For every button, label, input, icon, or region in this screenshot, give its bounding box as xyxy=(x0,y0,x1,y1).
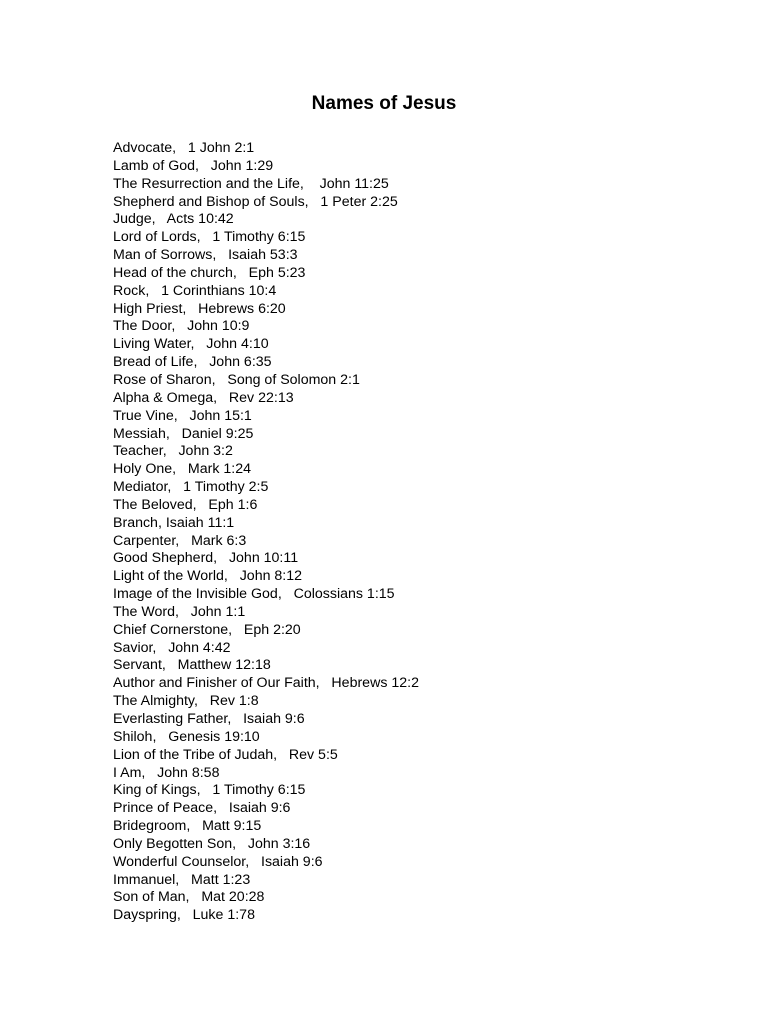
list-item: Wonderful Counselor, Isaiah 9:6 xyxy=(113,853,323,870)
list-item: Image of the Invisible God, Colossians 1:15 xyxy=(113,586,395,603)
list-item: Lamb of God, John 1:29 xyxy=(113,157,274,174)
list-item: Head of the church, Eph 5:23 xyxy=(113,264,306,281)
list-item: Mediator, 1 Timothy 2:5 xyxy=(113,479,269,496)
list-item: The Door, John 10:9 xyxy=(113,318,250,335)
list-item: Teacher, John 3:2 xyxy=(113,443,233,460)
list-item: Servant, Matthew 12:18 xyxy=(113,657,271,674)
list-item: The Beloved, Eph 1:6 xyxy=(113,496,258,513)
list-item: Judge, Acts 10:42 xyxy=(113,211,234,228)
names-list xyxy=(113,140,419,925)
page-title: Names of Jesus xyxy=(311,93,457,114)
list-item: Everlasting Father, Isaiah 9:6 xyxy=(113,711,305,727)
list-item: Advocate, 1 John 2:1 xyxy=(113,140,255,156)
list-item: Carpenter, Mark 6:3 xyxy=(113,532,247,549)
list-item: Rock, 1 Corinthians 10:4 xyxy=(113,282,277,299)
list-item: Shiloh, Genesis 19:10 xyxy=(113,728,260,745)
list-item: Bridegroom, Matt 9:15 xyxy=(113,818,262,835)
list-item: Branch, Isaiah 11:1 xyxy=(113,514,235,531)
list-item: Holy One, Mark 1:24 xyxy=(113,461,251,478)
list-item: Bread of Life, John 6:35 xyxy=(113,354,272,371)
list-item: Author and Finisher of Our Faith, Hebrews 12:2 xyxy=(113,675,419,692)
list-item: High Priest, Hebrews 6:20 xyxy=(113,300,286,317)
list-item: Prince of Peace, Isaiah 9:6 xyxy=(113,800,291,817)
list-item: The Almighty, Rev 1:8 xyxy=(113,693,259,710)
list-item: Man of Sorrows, Isaiah 53:3 xyxy=(113,247,298,264)
list-item: Dayspring, Luke 1:78 xyxy=(113,907,255,924)
list-item: Messiah, Daniel 9:25 xyxy=(113,425,254,442)
list-item: The Resurrection and the Life, John 11:25 xyxy=(113,175,389,192)
list-item: Living Water, John 4:10 xyxy=(113,336,269,353)
list-item: Light of the World, John 8:12 xyxy=(113,568,303,585)
list-item: Good Shepherd, John 10:11 xyxy=(113,550,299,567)
list-item: True Vine, John 15:1 xyxy=(113,407,252,424)
list-item: Lord of Lords, 1 Timothy 6:15 xyxy=(113,229,306,246)
list-item: Chief Cornerstone, Eph 2:20 xyxy=(113,621,301,638)
list-item: Shepherd and Bishop of Souls, 1 Peter 2:25 xyxy=(113,193,398,210)
list-item: Lion of the Tribe of Judah, Rev 5:5 xyxy=(113,746,338,763)
list-item: Son of Man, Mat 20:28 xyxy=(113,889,265,906)
list-item: Alpha & Omega, Rev 22:13 xyxy=(113,389,294,406)
list-item: The Word, John 1:1 xyxy=(113,603,246,620)
list-item: Only Begotten Son, John 3:16 xyxy=(113,835,311,852)
list-item: King of Kings, 1 Timothy 6:15 xyxy=(113,782,306,799)
list-item: Rose of Sharon, Song of Solomon 2:1 xyxy=(113,371,360,388)
list-item: Immanuel, Matt 1:23 xyxy=(113,871,251,888)
list-item: I Am, John 8:58 xyxy=(113,764,220,781)
list-item: Savior, John 4:42 xyxy=(113,639,231,656)
